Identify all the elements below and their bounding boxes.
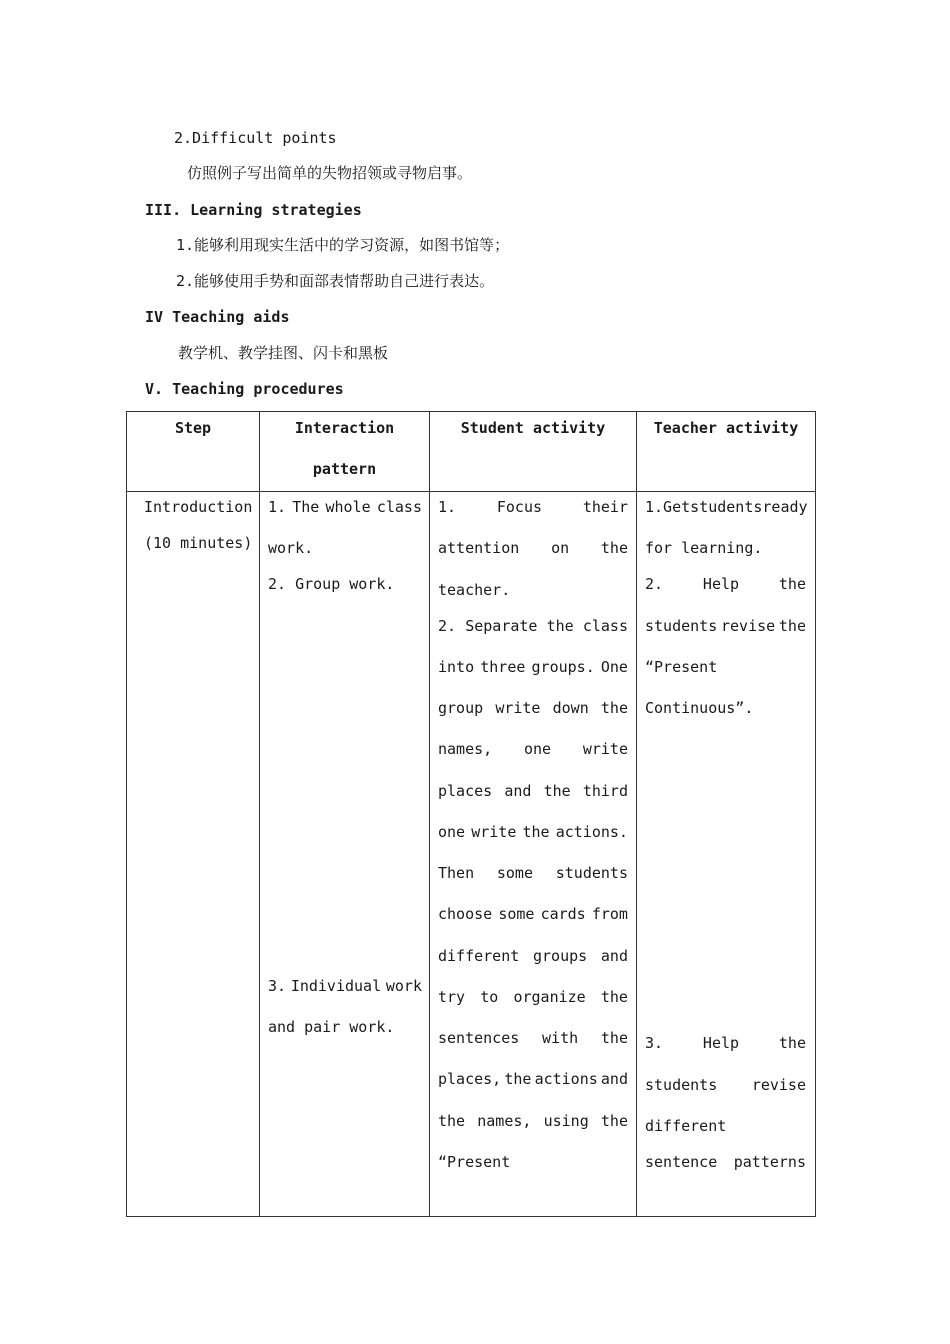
teaching-aids-heading: IV Teaching aids [145, 308, 290, 326]
student-line [438, 698, 628, 718]
teacher-word: 1.Get [645, 498, 691, 516]
student-word: places, [438, 1070, 502, 1088]
interaction-line [268, 497, 422, 517]
teacher-word: Help [702, 1034, 740, 1052]
student-word: cards [540, 905, 586, 923]
student-line [438, 538, 628, 558]
teacher-line [645, 1033, 806, 1053]
student-word: names, [438, 740, 493, 758]
header-interaction: Interaction [294, 419, 395, 437]
student-line [438, 1111, 628, 1131]
student-line [438, 616, 628, 636]
student-word: from [591, 905, 628, 923]
teacher-word: the [778, 617, 806, 635]
teacher-line: different [645, 1117, 727, 1135]
student-word: the [522, 823, 550, 841]
teacher-word: the [778, 1034, 806, 1052]
student-line [438, 946, 628, 966]
teacher-word: patterns [733, 1153, 806, 1171]
teaching-aids-text: 教学机、教学挂图、闪卡和黑板 [178, 344, 389, 362]
teacher-line [645, 616, 806, 636]
student-word: names, [477, 1112, 532, 1130]
teaching-procedures-heading: V. Teaching procedures [145, 380, 344, 398]
student-line [438, 739, 628, 759]
teacher-word: the [778, 575, 806, 593]
difficult-points-heading: 2.Difficult points [174, 129, 337, 147]
teacher-word: ready [762, 498, 808, 516]
student-word: groups [533, 947, 588, 965]
student-word: choose [438, 905, 493, 923]
student-line [438, 987, 628, 1007]
student-word: sentences [438, 1029, 520, 1047]
student-line [438, 1028, 628, 1048]
interaction-word: The [292, 498, 320, 516]
interaction-word: 1. [268, 498, 287, 516]
student-word: actions [534, 1070, 598, 1088]
teacher-line: for learning. [645, 539, 763, 557]
student-word: groups. [531, 658, 595, 676]
interaction-word: class [376, 498, 422, 516]
student-word: Separate [465, 617, 538, 635]
student-word: attention [438, 539, 520, 557]
student-word: the [546, 617, 574, 635]
teacher-word: revise [720, 617, 776, 635]
column-divider [636, 412, 637, 1216]
learning-strategies-heading: III. Learning strategies [145, 201, 362, 219]
header-divider [127, 491, 815, 492]
student-line [438, 497, 628, 517]
interaction-line: work. [268, 539, 314, 557]
interaction-line: 2. Group work. [268, 575, 395, 593]
student-word: write [495, 699, 541, 717]
student-word: their [582, 498, 628, 516]
student-word: places [438, 782, 493, 800]
student-line [438, 657, 628, 677]
student-word: and [600, 1070, 628, 1088]
student-word: one [438, 823, 466, 841]
teacher-word: students [645, 1076, 718, 1094]
student-word: into [438, 658, 475, 676]
student-word: class [582, 617, 628, 635]
interaction-line: and pair work. [268, 1018, 395, 1036]
student-word: One [600, 658, 628, 676]
step-name: Introduction [144, 498, 253, 516]
student-word: the [543, 782, 571, 800]
student-line [438, 822, 628, 842]
student-word: organize [513, 988, 586, 1006]
student-word: some [496, 864, 533, 882]
student-word: the [600, 699, 628, 717]
student-word: students [555, 864, 628, 882]
step-duration: (10 minutes) [144, 534, 253, 552]
student-word: Focus [496, 498, 543, 516]
student-word: third [582, 782, 628, 800]
teacher-line [645, 497, 806, 517]
student-word: the [504, 1070, 532, 1088]
teacher-line: Continuous”. [645, 699, 754, 717]
interaction-word: whole [325, 498, 371, 516]
interaction-line [268, 976, 422, 996]
student-line [438, 863, 628, 883]
student-word: Then [438, 864, 475, 882]
student-line [438, 904, 628, 924]
student-word: 2. [438, 617, 457, 635]
interaction-word: 3. [268, 977, 287, 995]
header-student-activity: Student activity [460, 419, 606, 437]
student-word: different [438, 947, 520, 965]
column-divider [429, 412, 430, 1216]
header-teacher-activity: Teacher activity [653, 419, 799, 437]
header-step: Step [174, 419, 212, 437]
column-divider [259, 412, 260, 1216]
interaction-word: work [385, 977, 422, 995]
teacher-line [645, 574, 806, 594]
teacher-line [645, 1075, 806, 1095]
header-interaction-pattern: pattern [312, 460, 377, 478]
student-word: and [600, 947, 628, 965]
student-line: “Present [438, 1153, 511, 1171]
student-word: the [600, 539, 628, 557]
student-word: actions. [555, 823, 628, 841]
strategy-item-2: 2.能够使用手势和面部表情帮助自己进行表达。 [176, 272, 495, 290]
student-word: three [480, 658, 526, 676]
student-word: to [480, 988, 499, 1006]
teacher-word: 2. [645, 575, 664, 593]
teacher-word: Help [702, 575, 740, 593]
interaction-word: Individual [290, 977, 382, 995]
teacher-word: students [645, 617, 718, 635]
student-word: the [600, 1029, 628, 1047]
student-word: one [523, 740, 552, 758]
teacher-word: students [690, 498, 763, 516]
student-line [438, 1069, 628, 1089]
student-word: some [498, 905, 535, 923]
procedures-table [126, 411, 816, 1217]
student-word: the [600, 1112, 628, 1130]
student-word: on [551, 539, 570, 557]
teacher-word: 3. [645, 1034, 664, 1052]
student-word: group [438, 699, 484, 717]
teacher-word: sentence [645, 1153, 718, 1171]
teacher-word: revise [751, 1076, 806, 1094]
student-word: the [600, 988, 628, 1006]
teacher-line [645, 1152, 806, 1172]
student-word: try [438, 988, 466, 1006]
student-word: using [543, 1112, 589, 1130]
difficult-points-text: 仿照例子写出简单的失物招领或寻物启事。 [187, 164, 473, 182]
student-line: teacher. [438, 581, 511, 599]
teacher-line: “Present [645, 658, 718, 676]
student-line [438, 781, 628, 801]
student-word: the [438, 1112, 466, 1130]
student-word: write [582, 740, 628, 758]
student-word: write [471, 823, 517, 841]
strategy-item-1: 1.能够利用现实生活中的学习资源，如图书馆等； [176, 236, 510, 254]
student-word: with [542, 1029, 579, 1047]
student-word: and [504, 782, 532, 800]
student-word: 1. [438, 498, 457, 516]
student-word: down [552, 699, 589, 717]
